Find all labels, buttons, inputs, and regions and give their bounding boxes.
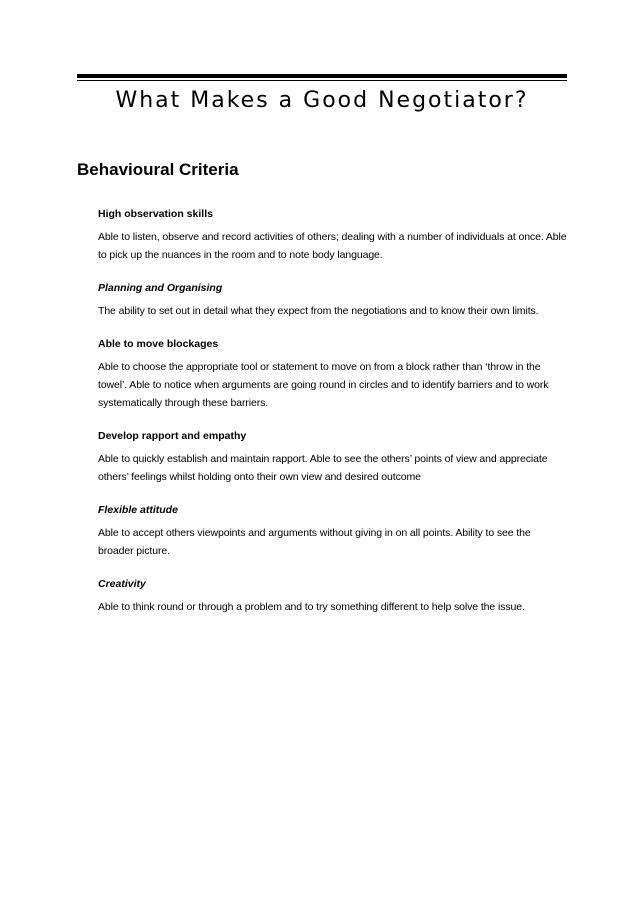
criterion-item bbox=[98, 337, 568, 412]
criterion-description: Able to choose the appropriate tool or statement to move on from a block rather than ‘throw in the towel’. Able to notice when arguments are going round in circles and to identify barriers and to work systematically through these barriers. bbox=[98, 361, 549, 409]
criterion-item bbox=[98, 281, 568, 320]
criterion-title: Develop rapport and empathy bbox=[98, 430, 247, 442]
criterion-item bbox=[98, 429, 568, 486]
criterion-title: Planning and Organising bbox=[98, 282, 223, 294]
criterion-description: Able to think round or through a problem and to try something different to help solve the issue. bbox=[98, 601, 525, 613]
page-title: What Makes a Good Negotiator? bbox=[115, 88, 529, 113]
criterion-description: The ability to set out in detail what they expect from the negotiations and to know their own limits. bbox=[98, 305, 539, 317]
criterion-item bbox=[98, 577, 568, 616]
header-rule-thick bbox=[77, 74, 567, 78]
criterion-description: Able to listen, observe and record activities of others; dealing with a number of individuals at once. Able to pick up the nuances in the room and to note body language. bbox=[98, 231, 567, 261]
criterion-title: Able to move blockages bbox=[98, 338, 219, 350]
header-rule-thin bbox=[77, 80, 567, 81]
criteria-list bbox=[98, 207, 568, 633]
criterion-item bbox=[98, 503, 568, 560]
criterion-title: Creativity bbox=[98, 578, 146, 590]
criterion-description: Able to quickly establish and maintain rapport. Able to see the others’ points of view and appreciate others’ feelings whilst holding onto their own view and desired outcome bbox=[98, 453, 548, 483]
criterion-title: High observation skills bbox=[98, 208, 213, 220]
criterion-description: Able to accept others viewpoints and arguments without giving in on all points. Ability to see the broader picture. bbox=[98, 527, 531, 557]
criterion-item bbox=[98, 207, 568, 264]
criterion-title: Flexible attitude bbox=[98, 504, 178, 516]
section-heading: Behavioural Criteria bbox=[77, 160, 239, 179]
